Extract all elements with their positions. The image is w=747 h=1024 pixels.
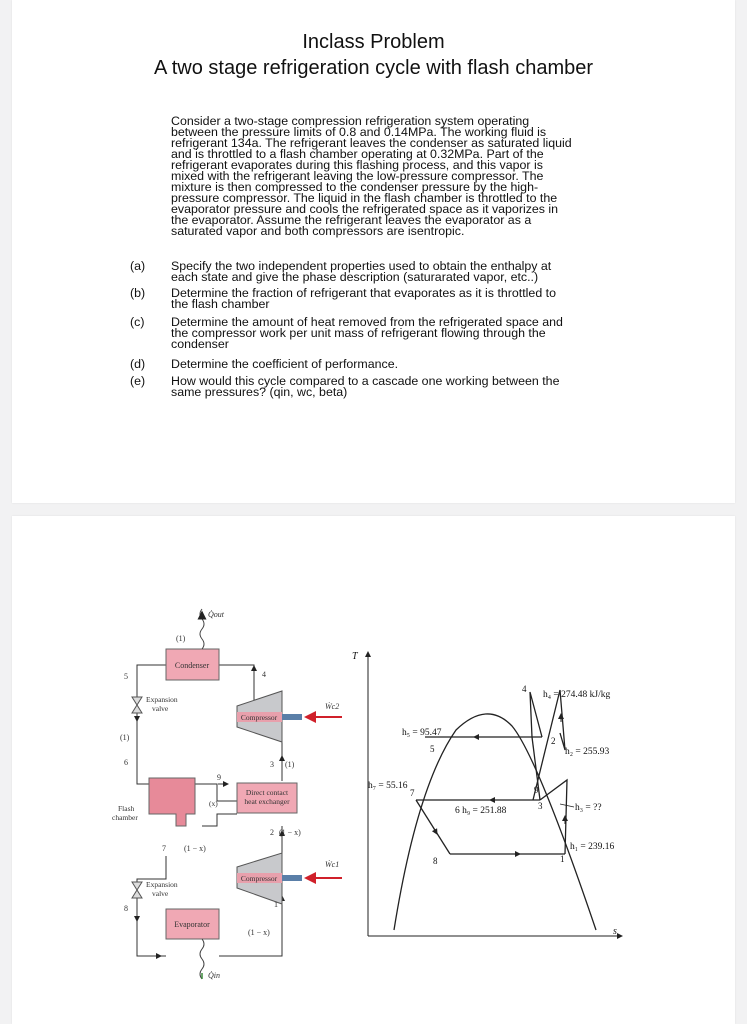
state-label: 8 xyxy=(124,904,128,913)
ts-point-label: 4 xyxy=(522,684,527,694)
heat-exchanger-label: Direct contact xyxy=(245,788,289,797)
axis-s-label: s xyxy=(613,926,617,937)
expansion-valve-icon xyxy=(132,697,142,705)
statement-line: and is throttled to a flash chamber operating at 0.32MPa. Part of the xyxy=(171,147,544,161)
question-label: (d) xyxy=(130,357,146,371)
statement-line: between the pressure limits of 0.8 and 0.14MPa. The working fluid is xyxy=(171,125,547,139)
flow-label: (1) xyxy=(120,733,130,742)
ts-point-label: 1 xyxy=(560,854,565,864)
question-line: condenser xyxy=(171,337,229,351)
condenser-label: Condenser xyxy=(174,661,210,670)
statement-line: pressure compressor. The liquid in the flash chamber is throttled to the xyxy=(171,191,558,205)
h1-label: h₁ = 239.16 xyxy=(570,842,615,852)
ts-point-label: 9 xyxy=(534,785,539,795)
valve-label: Expansion xyxy=(146,880,178,889)
flow-label: (1) xyxy=(285,760,295,769)
ts-point-label: 8 xyxy=(433,856,438,866)
q-in-label: Q̇in xyxy=(208,971,220,980)
schematic xyxy=(112,609,342,980)
statement-line: refrigerant evaporates during this flashing process, and this vapor is xyxy=(171,158,543,172)
flow-label: (1 − x) xyxy=(279,828,301,837)
w-c2-label: Ẇc2 xyxy=(325,702,340,711)
state-label: 1 xyxy=(274,900,278,909)
question-line: Determine the amount of heat removed from the refrigerated space and xyxy=(171,315,563,329)
flow-label: (1 − x) xyxy=(248,928,270,937)
h7-label: h₇ = 55.16 xyxy=(368,781,408,791)
flash-chamber-label: chamber xyxy=(112,813,138,822)
expansion-valve-icon xyxy=(132,882,142,890)
ts-point-label: 5 xyxy=(430,744,435,754)
statement-line: Consider a two-stage compression refrigeration system operating xyxy=(171,114,530,128)
question-label: (c) xyxy=(130,315,145,329)
state-label: 2 xyxy=(270,828,274,837)
flash-chamber-shape xyxy=(149,778,195,826)
h2-label: h₂ = 255.93 xyxy=(565,747,610,757)
cycle-figure xyxy=(12,516,735,1024)
problem-slide xyxy=(12,0,735,503)
h4-label: h₄ = 274.48 kJ/kg xyxy=(543,690,611,700)
slide-subtitle: A two stage refrigeration cycle with flash chamber xyxy=(153,57,594,79)
statement-line: refrigerant 134a. The refrigerant leaves the condenser as saturated liquid xyxy=(171,136,572,150)
question-line: the compressor work per unit mass of refrigerant flowing through the xyxy=(171,326,546,340)
q-out-label: Q̇out xyxy=(208,610,224,619)
ts-point-label: 7 xyxy=(410,788,415,798)
statement-line: the evaporator. Assume the refrigerant leaves the evaporator as a xyxy=(171,213,532,227)
state-label: 9 xyxy=(217,773,221,782)
h5-label: h₅ = 95.47 xyxy=(402,728,442,738)
valve-label: valve xyxy=(152,889,169,898)
state-label: 3 xyxy=(270,760,274,769)
flow-label: (1 − x) xyxy=(184,844,206,853)
h3-label: h₃ = ?? xyxy=(575,803,602,813)
valve-label: Expansion xyxy=(146,695,178,704)
diagram-slide xyxy=(12,516,735,1024)
flash-chamber-label: Flash xyxy=(118,804,135,813)
question-line: Determine the fraction of refrigerant that evaporates as it is throttled to xyxy=(171,286,556,300)
flow-label: (1) xyxy=(176,634,186,643)
slide-title: Inclass Problem xyxy=(302,31,445,53)
low-compressor-label: Compressor xyxy=(240,874,278,883)
ts-point-label: 2 xyxy=(551,736,556,746)
valve-label: valve xyxy=(152,704,169,713)
question-label: (e) xyxy=(130,374,146,388)
statement-line: mixture is then compressed to the condenser pressure by the high- xyxy=(171,180,539,194)
axis-t-label: T xyxy=(352,651,358,662)
statement-line: mixed with the refrigerant leaving the low-pressure compressor. The xyxy=(171,169,544,183)
statement-line: evaporator pressure and cools the refrigerated space as it vaporizes in xyxy=(171,202,559,216)
state-label: 7 xyxy=(162,844,166,853)
state-label: 5 xyxy=(124,672,128,681)
question-label: (a) xyxy=(130,259,146,273)
question-line: same pressures? (qin, wc, beta) xyxy=(171,385,348,399)
question-line: Specify the two independent properties used to obtain the enthalpy at xyxy=(171,259,552,273)
flow-label: (x) xyxy=(209,799,218,808)
heat-exchanger-label: heat exchanger xyxy=(244,797,290,806)
w-c1-label: Ẇc1 xyxy=(325,860,340,869)
evaporator-label: Evaporator xyxy=(174,920,210,929)
question-line: Determine the coefficient of performance. xyxy=(171,357,399,371)
ts-point-label: 3 xyxy=(538,801,543,811)
state-label: 4 xyxy=(262,670,266,679)
question-line: How would this cycle compared to a cascade one working between the xyxy=(171,374,560,388)
high-compressor-label: Compressor xyxy=(240,713,278,722)
h9-label: 6 h₉ = 251.88 xyxy=(455,806,507,816)
question-line: the flash chamber xyxy=(171,297,270,311)
statement-line: saturated vapor and both compressors are isentropic. xyxy=(171,224,465,238)
question-label: (b) xyxy=(130,286,146,300)
state-label: 6 xyxy=(124,758,128,767)
problem-statement xyxy=(171,116,641,237)
ts-diagram xyxy=(352,651,622,937)
question-line: each state and give the phase description (saturarated vapor, etc..) xyxy=(171,270,539,284)
